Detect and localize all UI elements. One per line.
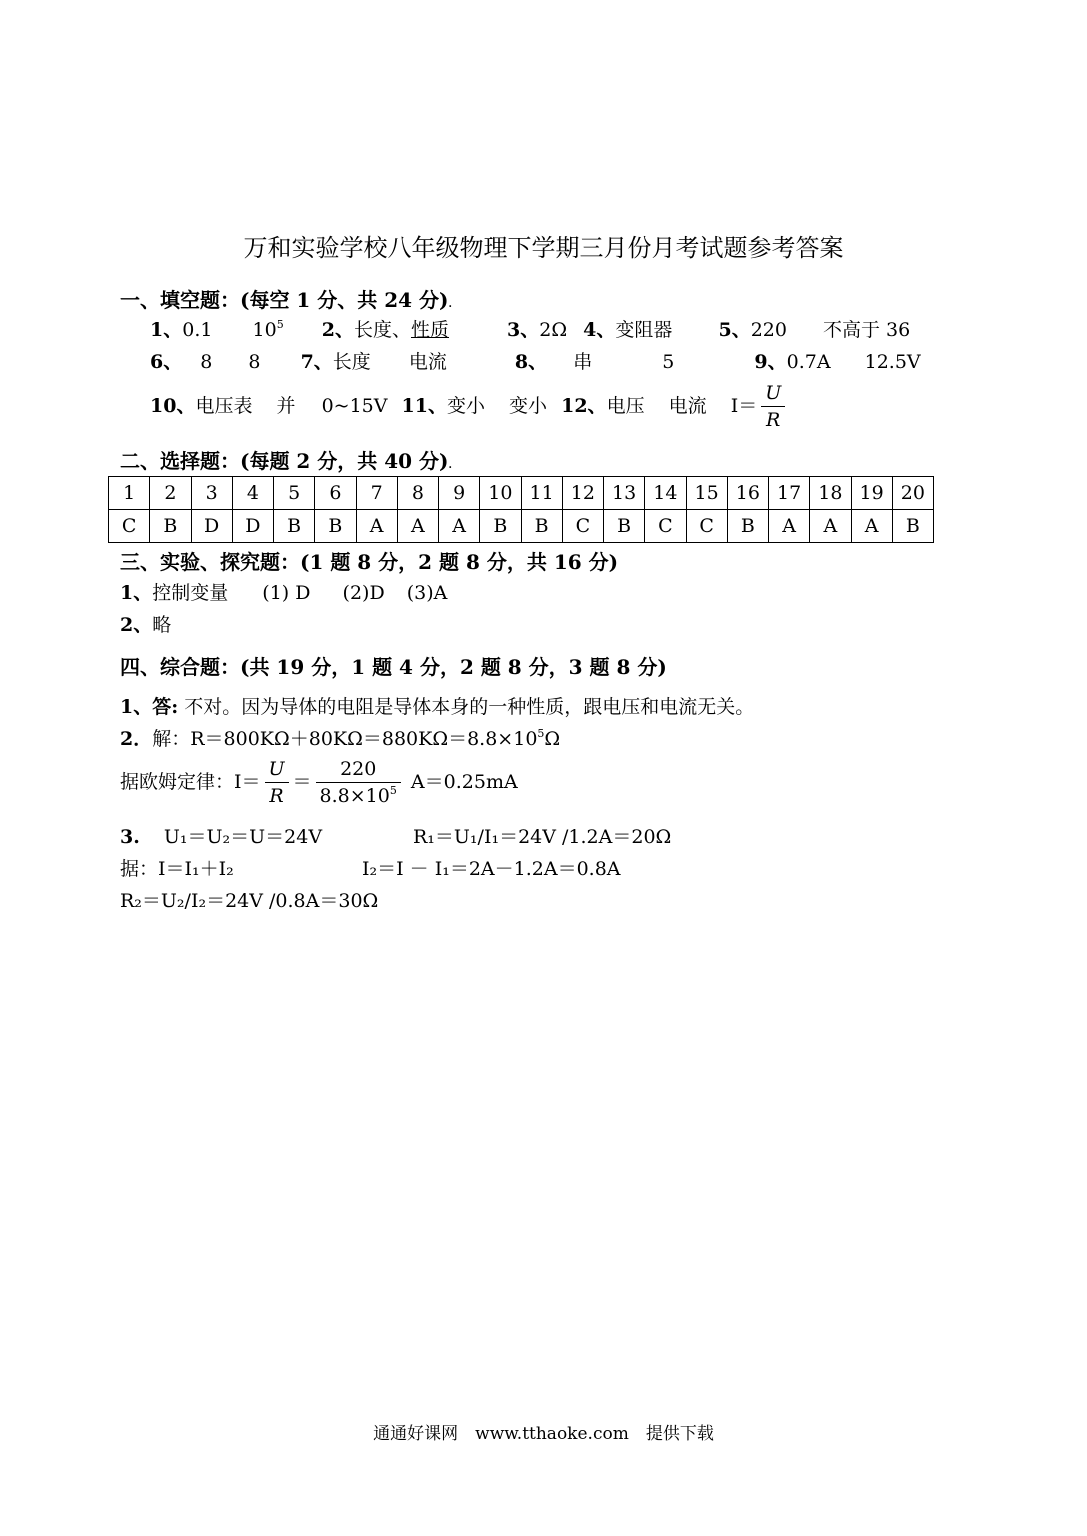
q3-answer: 2Ω [539, 319, 568, 341]
comp-q2-result: A＝0.25mA [410, 771, 518, 793]
comp-q2-numerator-u: U [268, 758, 285, 780]
footer-credit: 通通好课网 www.tthaoke.com 提供下载 [373, 1424, 714, 1444]
choice-answer-table [108, 476, 934, 543]
comprehensive-q1 [120, 698, 754, 717]
comp-q3-voltage: U₁＝U₂＝U＝24V [163, 826, 323, 848]
formula-fraction [761, 384, 785, 430]
q1-answer-b: $10^5$ [252, 318, 284, 341]
q2-number: 2、 [321, 319, 354, 341]
exp-q1-answer-1: (1) D [262, 582, 311, 604]
q12-answer-a: 电压 [606, 395, 645, 417]
comp-q2-fraction-ur [265, 760, 289, 806]
q1-number: 1、 [150, 319, 183, 341]
q5-answer-a: 220 [750, 319, 787, 341]
q4-answer: 变阻器 [615, 319, 673, 341]
q8-answer-b: 5 [662, 351, 675, 373]
answer-cell: B [315, 510, 356, 543]
question-number-cell: 9 [439, 477, 480, 510]
exp-q2-number: 2、 [120, 614, 153, 636]
question-number-cell: 12 [562, 477, 603, 510]
q6-answer-b: 8 [248, 351, 261, 373]
formula-numerator: U [765, 382, 782, 404]
exp-q1-answer-3: (3)A [406, 582, 448, 604]
q11-number: 11、 [401, 395, 447, 417]
question-number-cell: 3 [191, 477, 232, 510]
table-row-answers [109, 510, 934, 543]
answer-cell: B [604, 510, 645, 543]
q3-number: 3、 [507, 319, 540, 341]
question-number-cell: 13 [604, 477, 645, 510]
question-number-cell: 20 [892, 477, 933, 510]
answer-cell: B [727, 510, 768, 543]
exp-q1-text: 控制变量 [152, 582, 229, 604]
q7-answer-a: 长度 [332, 351, 371, 373]
q10-number: 10、 [150, 395, 196, 417]
comp-q2-numerator-value: 220 [340, 758, 377, 780]
section4-heading: 四、综合题：(共 19 分，1 题 4 分，2 题 8 分，3 题 8 分) [120, 655, 667, 679]
section1-heading [120, 290, 452, 310]
q9-answer-a: 0.7A [786, 351, 831, 373]
comp-q3-number: 3. [120, 826, 140, 848]
answer-cell: B [521, 510, 562, 543]
question-number-cell: 6 [315, 477, 356, 510]
q1-answer-a: 0.1 [182, 319, 213, 341]
answer-cell: B [150, 510, 191, 543]
page-title: 万和实验学校八年级物理下学期三月份月考试题参考答案 [243, 234, 844, 262]
question-number-cell: 14 [645, 477, 686, 510]
answer-cell: A [851, 510, 892, 543]
q10-answer-a: 电压表 [195, 395, 253, 417]
question-number-cell: 17 [769, 477, 810, 510]
answer-cell: A [769, 510, 810, 543]
comp-q2-denominator-r: R [265, 782, 289, 806]
formula-denominator: R [761, 406, 785, 430]
experiment-q2 [120, 616, 171, 635]
comp-q3-r2: R₂＝U₂/I₂＝24V /0.8A＝30Ω [120, 890, 379, 912]
q11-answer-a: 变小 [446, 395, 485, 417]
section1-heading-mark: . [448, 299, 453, 310]
section1-heading-text: 一、填空题：(每空 1 分、共 24 分) [120, 288, 449, 312]
q7-answer-b: 电流 [408, 351, 447, 373]
section2-heading [120, 451, 452, 471]
answer-cell: B [274, 510, 315, 543]
comprehensive-q2-line1 [120, 727, 561, 750]
q9-answer-b: 12.5V [864, 351, 921, 373]
q10-answer-c: 0~15V [321, 395, 388, 417]
formula-lhs: I＝ [730, 395, 758, 417]
exp-q1-number: 1、 [120, 582, 153, 604]
comp-q2-denominator-value: $8.8\times 10^5$ [316, 782, 401, 806]
question-number-cell: 19 [851, 477, 892, 510]
q6-answer-a: 8 [200, 351, 213, 373]
question-number-cell: 11 [521, 477, 562, 510]
exp-q2-text: 略 [152, 614, 172, 636]
exp-q1-answer-2: (2)D [342, 582, 385, 604]
fill-row-2 [150, 353, 921, 372]
table-row-numbers [109, 477, 934, 510]
question-number-cell: 7 [356, 477, 397, 510]
question-number-cell: 4 [232, 477, 273, 510]
answer-cell: A [356, 510, 397, 543]
comp-q2-equals: ＝ [292, 771, 312, 793]
section2-heading-mark: . [448, 460, 453, 471]
question-number-cell: 18 [810, 477, 851, 510]
q8-answer-a: 串 [573, 351, 593, 373]
answer-cell: B [480, 510, 521, 543]
section3-heading: 三、实验、探究题：(1 题 8 分，2 题 8 分，共 16 分) [120, 550, 619, 574]
comp-q1-text: 不对。因为导体的电阻是导体本身的一种性质，跟电压和电流无关。 [184, 696, 755, 718]
comp-q2-resistance-calc: 解：R＝800KΩ＋80KΩ＝880KΩ＝8.8×10 [152, 728, 538, 750]
q11-answer-b: 变小 [509, 395, 548, 417]
comprehensive-q3-line1 [120, 828, 322, 847]
answer-cell: D [232, 510, 273, 543]
q12-answer-b: 电流 [668, 395, 707, 417]
q4-number: 4、 [583, 319, 616, 341]
comp-q2-unit: Ω [544, 728, 561, 750]
comp-q1-number: 1、答: [120, 696, 179, 718]
experiment-q1 [120, 584, 447, 603]
question-number-cell: 5 [274, 477, 315, 510]
answer-cell: C [645, 510, 686, 543]
question-number-cell: 1 [109, 477, 150, 510]
comp-q3-current-sum: 据：I＝I₁＋I₂ [120, 858, 234, 880]
q2-answer-a: 长度、 [353, 319, 411, 341]
q5-number: 5、 [718, 319, 751, 341]
q2-answer-b: 性质 [410, 319, 449, 341]
ohm-law-label: 据欧姆定律：I＝ [120, 771, 261, 793]
q8-number: 8、 [514, 351, 548, 373]
q5-answer-b: 不高于 36 [823, 319, 911, 341]
q12-number: 12、 [561, 395, 607, 417]
fill-row-1 [150, 318, 911, 341]
question-number-cell: 8 [397, 477, 438, 510]
comprehensive-q2-line2 [120, 760, 518, 806]
answer-cell: A [439, 510, 480, 543]
answer-cell: B [892, 510, 933, 543]
q7-number: 7、 [300, 351, 333, 373]
answer-cell: A [810, 510, 851, 543]
fill-row-3 [150, 384, 789, 430]
comp-q2-fraction-values [316, 760, 401, 806]
question-number-cell: 16 [727, 477, 768, 510]
comp-q2-exponent: 5 [537, 727, 545, 740]
ohm-law-formula [730, 382, 790, 431]
answer-cell: D [191, 510, 232, 543]
answer-cell: A [397, 510, 438, 543]
answer-cell: C [686, 510, 727, 543]
comp-q3-r1: R₁＝U₁/I₁＝24V /1.2A＝20Ω [413, 826, 672, 848]
answer-cell: C [109, 510, 150, 543]
comp-q2-number: 2． [120, 728, 153, 750]
q9-number: 9、 [754, 351, 787, 373]
q6-number: 6、 [150, 351, 183, 373]
comp-q3-i2: I₂＝I － I₁＝2A－1.2A＝0.8A [362, 858, 621, 880]
question-number-cell: 15 [686, 477, 727, 510]
answer-cell: C [562, 510, 603, 543]
q10-answer-b: 并 [276, 395, 296, 417]
question-number-cell: 2 [150, 477, 191, 510]
section2-heading-text: 二、选择题：(每题 2 分，共 40 分) [120, 449, 449, 473]
question-number-cell: 10 [480, 477, 521, 510]
